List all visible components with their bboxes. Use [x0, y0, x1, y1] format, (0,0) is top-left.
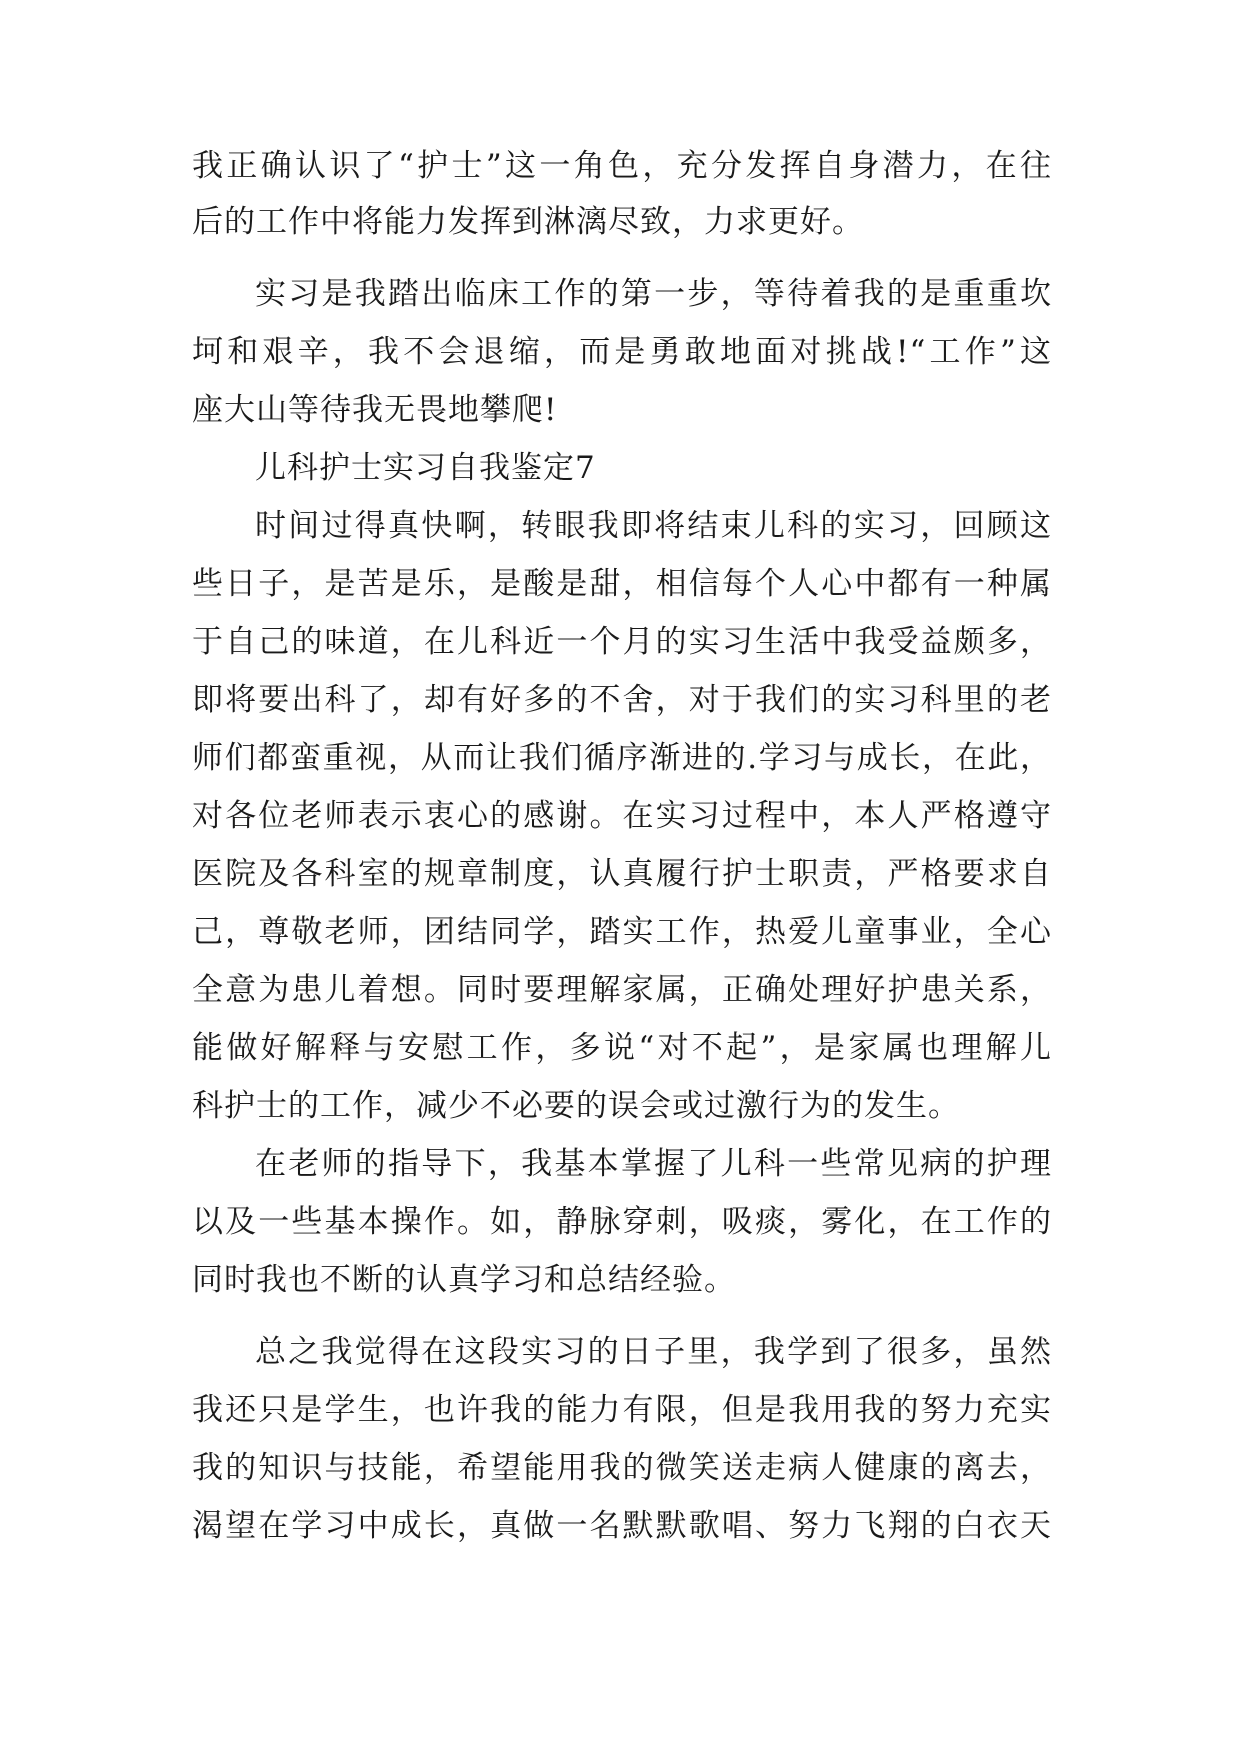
text-line: 即将要出科了，却有好多的不舍，对于我们的实习科里的老	[192, 682, 1052, 718]
text-line: 实习是我踏出临床工作的第一步，等待着我的是重重坎	[255, 276, 1052, 312]
text-line: 对各位老师表示衷心的感谢。在实习过程中，本人严格遵守	[192, 798, 1052, 834]
text-line: 我还只是学生，也许我的能力有限，但是我用我的努力充实	[192, 1392, 1052, 1428]
text-line: 些日子，是苦是乐，是酸是甜，相信每个人心中都有一种属	[192, 566, 1052, 602]
text-line: 己，尊敬老师，团结同学，踏实工作，热爱儿童事业，全心	[192, 914, 1052, 950]
text-line: 座大山等待我无畏地攀爬!	[192, 392, 558, 428]
text-line: 坷和艰辛，我不会退缩，而是勇敢地面对挑战!“工作”这	[192, 334, 1052, 370]
text-line: 医院及各科室的规章制度，认真履行护士职责，严格要求自	[192, 856, 1052, 892]
text-line: 时间过得真快啊，转眼我即将结束儿科的实习，回顾这	[255, 508, 1052, 544]
text-line: 我正确认识了“护士”这一角色，充分发挥自身潜力，在往	[192, 148, 1052, 184]
text-line: 总之我觉得在这段实习的日子里，我学到了很多，虽然	[255, 1334, 1052, 1370]
text-line: 于自己的味道，在儿科近一个月的实习生活中我受益颇多，	[192, 624, 1052, 660]
text-line: 后的工作中将能力发挥到淋漓尽致，力求更好。	[192, 204, 864, 240]
section-heading: 儿科护士实习自我鉴定7	[255, 450, 596, 486]
text-line: 我的知识与技能，希望能用我的微笑送走病人健康的离去，	[192, 1450, 1052, 1486]
text-line: 渴望在学习中成长，真做一名默默歌唱、努力飞翔的白衣天	[192, 1508, 1052, 1544]
text-line: 能做好解释与安慰工作，多说“对不起”，是家属也理解儿	[192, 1030, 1052, 1066]
text-line: 师们都蛮重视，从而让我们循序渐进的.学习与成长，在此，	[192, 740, 1052, 776]
text-line: 科护士的工作，减少不必要的误会或过激行为的发生。	[192, 1088, 960, 1124]
text-line: 在老师的指导下，我基本掌握了儿科一些常见病的护理	[255, 1146, 1052, 1182]
text-line: 全意为患儿着想。同时要理解家属，正确处理好护患关系，	[192, 972, 1052, 1008]
text-line: 同时我也不断的认真学习和总结经验。	[192, 1262, 736, 1298]
text-line: 以及一些基本操作。如，静脉穿刺，吸痰，雾化，在工作的	[192, 1204, 1052, 1240]
